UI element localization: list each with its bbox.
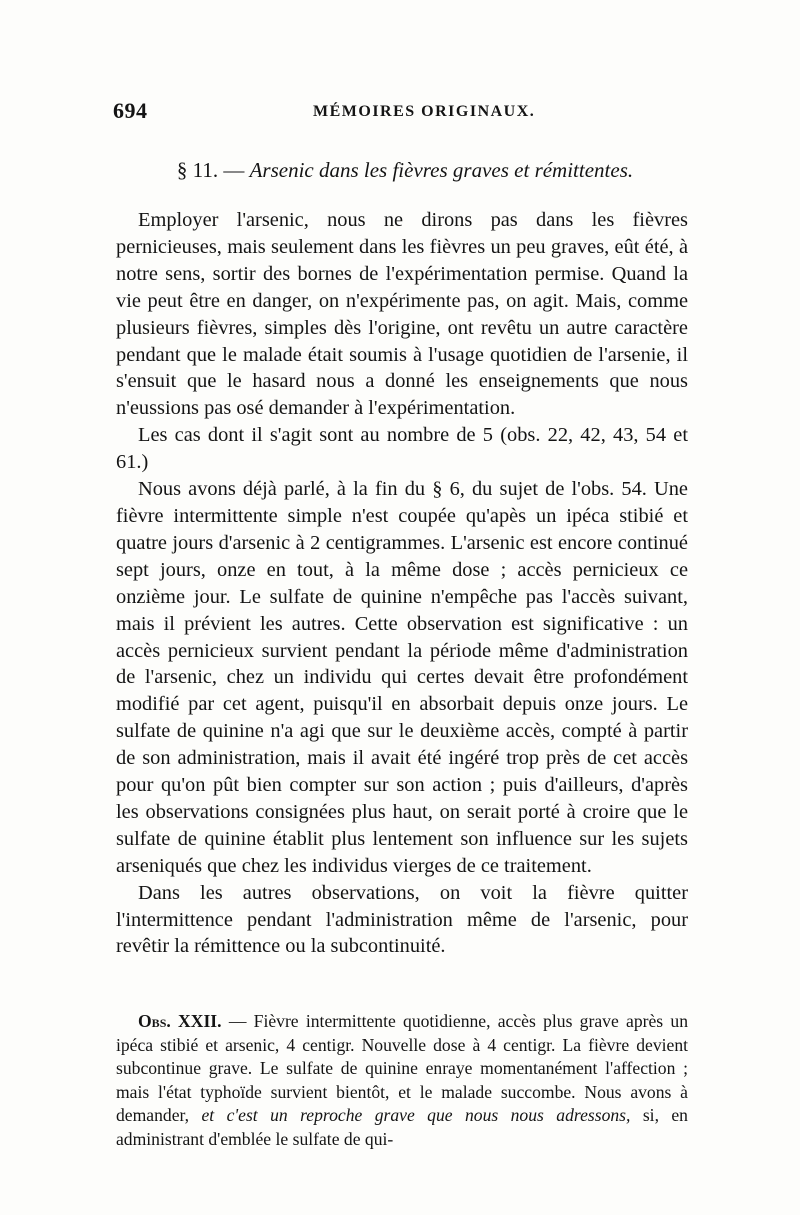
- body-text: [116, 207, 688, 960]
- page-number: 694: [113, 98, 148, 123]
- observation-text-end: si, en administrant d'emblée le sulfate de qui-: [116, 1105, 688, 1149]
- observation-text: — Fièvre intermittente quotidienne, accès plus grave après un ipéca stibié et arsenic, 4 centigr. Nouvelle dose à 4 centigr. La fièvre devient subcontinue grave. Le sulfate de quinine enraye momentanément l'affection ; mais l'état typhoïde survient bientôt, et le malade succombe. Nous avons à demander,: [116, 1011, 688, 1126]
- observation-block: [116, 1010, 688, 1152]
- paragraph: Employer l'arsenic, nous ne dirons pas dans les fièvres pernicieuses, mais seulement dans les fièvres un peu graves, eût été, à notre sens, sortir des bornes de l'expérimentation permise. Quand la vie peut être en danger, on n'expérimente pas, on agit. Mais, comme plusieurs fièvres, simples dès l'origine, ont revêtu un autre caractère pendant que le malade était soumis à l'usage quotidien de l'arsenie, il s'ensuit que le hasard nous a donné les enseignements que nous n'eussions pas osé demander à l'expérimentation.: [116, 209, 688, 420]
- observation-paragraph: [116, 1010, 688, 1152]
- observation-emphasis: et c'est un reproche grave que nous nous adressons,: [201, 1105, 631, 1126]
- paragraph: Les cas dont il s'agit sont au nombre de 5 (obs. 22, 42, 43, 54 et 61.): [116, 424, 688, 474]
- paragraph: Dans les autres observations, on voit la fièvre quitter l'intermittence pendant l'administration même de l'arsenic, pour revêtir la rémittence ou la subcontinuité.: [116, 881, 688, 958]
- paragraph: Nous avons déjà parlé, à la fin du § 6, du sujet de l'obs. 54. Une fièvre intermittente simple n'est coupée qu'apès un ipéca stibié et quatre jours d'arsenic à 2 centigrammes. L'arsenic est encore continué sept jours, onze en tout, à la même dose ; accès pernicieux ce onzième jour. Le sulfate de quinine n'empêche pas l'accès suivant, mais il prévient les autres. Cette observation est significative : un accès pernicieux survient pendant la période même d'administration de l'arsenic, chez un individu qui certes devait être profondément modifié par cet agent, puisqu'il en absorbait depuis onze jours. Le sulfate de quinine n'a agi que sur le deuxième accès, compté à partir de son administration, mais il avait été ingéré trop près de cet accès pour qu'on pût bien compter sur son action ; puis d'ailleurs, d'après les observations consignées plus haut, on serait porté à croire que le sulfate de quinine établit plus lentement son influence sur les sujets arseniqués que chez les individus vierges de ce traitement.: [116, 478, 688, 877]
- section-title: Arsenic dans les fièvres graves et rémittentes.: [249, 158, 634, 182]
- section-heading: [0, 158, 800, 183]
- observation-number: XXII.: [178, 1011, 222, 1031]
- running-head: MÉMOIRES ORIGINAUX.: [313, 103, 536, 120]
- section-number: § 11. —: [176, 158, 245, 182]
- observation-label: Obs.: [138, 1011, 171, 1031]
- page-header: [113, 98, 685, 128]
